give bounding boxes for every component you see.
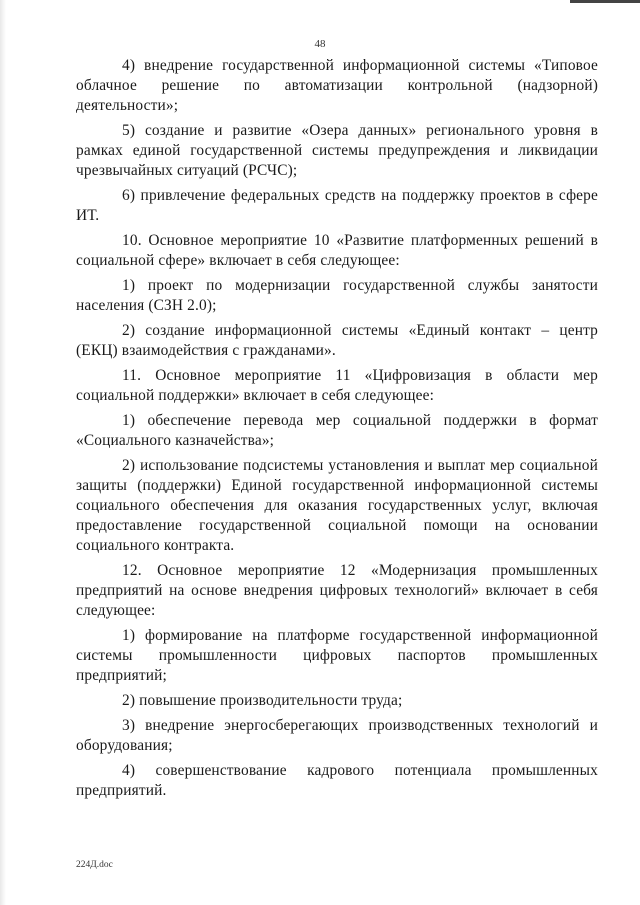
paragraph-measure-12: 12. Основное мероприятие 12 «Модернизация промышленных предприятий на основе внедрения цифровых технологий» включает в себя следующее: (76, 562, 598, 619)
page-number: 48 (314, 38, 326, 50)
paragraph-measure-10-item-1: 1) проект по модернизации государственной службы занятости населения (СЗН 2.0); (76, 277, 598, 314)
paragraph-measure-12-item-4: 4) совершенствование кадрового потенциала промышленных предприятий. (76, 762, 598, 799)
paragraph-measure-10: 10. Основное мероприятие 10 «Развитие платформенных решений в социальной сфере» включает в себя следующее: (76, 232, 598, 269)
paragraph-measure-12-item-3: 3) внедрение энергосберегающих производственных технологий и оборудования; (76, 717, 598, 754)
paragraph-measure-12-item-2: 2) повышение производительности труда; (122, 692, 403, 709)
paragraph-measure-11: 11. Основное мероприятие 11 «Цифровизация в области мер социальной поддержки» включает в себя следующее: (76, 367, 598, 404)
paragraph-item-5: 5) создание и развитие «Озера данных» регионального уровня в рамках единой государственной системы предупреждения и ликвидации чрезвычайных ситуаций (РСЧС); (76, 122, 598, 179)
scan-top-mark (570, 0, 640, 3)
document-body (76, 56, 598, 806)
paragraph-measure-11-item-2: 2) использование подсистемы установления и выплат мер социальной защиты (поддержки) Единой государственной информационной системы социального обеспечения для оказания государственных услуг, включая предоставление государственной социальной помощи на основании социального контракта. (76, 457, 598, 554)
scan-edge-shadow (0, 0, 6, 905)
paragraph-item-4: 4) внедрение государственной информационной системы «Типовое облачное решение по автоматизации контрольной (надзорной) деятельности»; (76, 57, 598, 114)
paragraph-measure-11-item-1: 1) обеспечение перевода мер социальной поддержки в формат «Социального казначейства»; (76, 412, 598, 449)
paragraph-measure-10-item-2: 2) создание информационной системы «Единый контакт – центр (ЕКЦ) взаимодействия с гражданами». (76, 322, 598, 359)
file-name-footer: 224Д.doc (76, 860, 113, 870)
paragraph-item-6: 6) привлечение федеральных средств на поддержку проектов в сфере ИТ. (76, 187, 598, 224)
paragraph-measure-12-item-1: 1) формирование на платформе государственной информационной системы промышленности цифровых паспортов промышленных предприятий; (76, 627, 598, 684)
